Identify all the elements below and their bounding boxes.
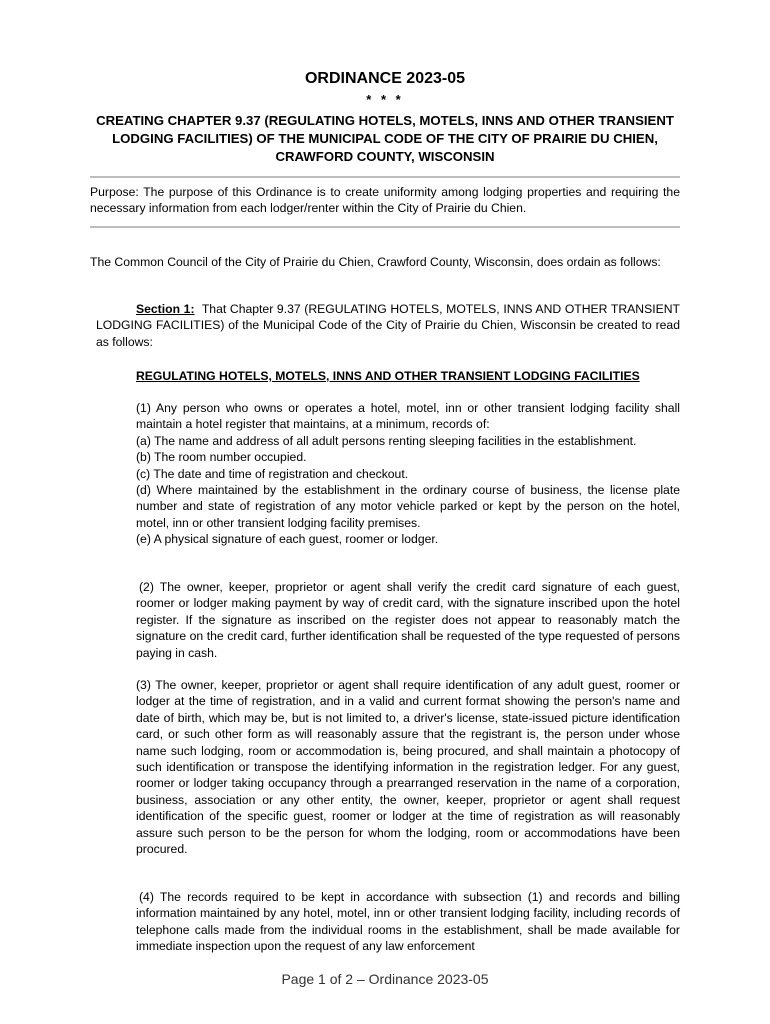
page-footer: Page 1 of 2 – Ordinance 2023-05 [281,971,489,987]
section-1-label: Section 1: [136,302,195,316]
subsection-1-item-b: (b) The room number occupied. [136,450,307,465]
subsection-1-item-e: (e) A physical signature of each guest, roomer or lodger. [136,532,439,547]
subsection-3: (3) The owner, keeper, proprietor or agent shall require identification of any adult guest, roomer or lodger at the time of registration, and in a valid and current format showing the person's name and date of birth, which may be, but is not limited to, a driver's license, state-issued picture identification card, or such other form as will reasonably assure that the registrant is, the person under whose name such lodging, room or accommodation is, being procured, and shall maintain a photocopy of such identification or transpose the identifying information in the registration ledger. For any guest, roomer or lodger taking occupancy through a prearranged reservation in the name of a corporation, business, association or any other entity, the owner, keeper, proprietor or agent shall request identification of the specific guest, roomer or lodger at the time of registration as will reasonably assure such person to be the person for whom the lodging, room or accommodations have been procured. [136,678,680,857]
title-separator-stars: * * * [366,92,404,107]
subsection-1-item-c: (c) The date and time of registration and checkout. [136,466,409,481]
subsection-1 [136,400,680,548]
ordinance-title: ORDINANCE 2023-05 [304,70,466,87]
purpose-paragraph: Purpose: The purpose of this Ordinance is to create uniformity among lodging properties and requiring the necessary information from each lodger/renter within the City of Prairie du Chien. [90,185,680,216]
subsection-1-intro: (1) Any person who owns or operates a hotel, motel, inn or other transient lodging facility shall maintain a hotel register that maintains, at a minimum, records of: [136,401,680,432]
ordinance-subtitle: CREATING CHAPTER 9.37 (REGULATING HOTELS, MOTELS, INNS AND OTHER TRANSIENT LODGING FACILITIES) OF THE MUNICIPAL CODE OF THE CITY OF PRAIRIE DU CHIEN, CRAWFORD COUNTY, WISCONSIN [96,113,674,164]
subsection-4: (4) The records required to be kept in accordance with subsection (1) and records and billing information maintained by any hotel, motel, inn or other transient lodging facility, including records of telephone calls made from the individual rooms in the establishment, shall be made available for immediate inspection upon the request of any law enforcement [136,890,680,954]
horizontal-rule-bottom [90,226,680,228]
subsection-1-item-d: (d) Where maintained by the establishment in the ordinary course of business, the license plate number and state of registration of any motor vehicle parked or kept by the person on the hotel, motel, inn or other transient lodging facility premises. [136,483,680,530]
subsection-2: (2) The owner, keeper, proprietor or agent shall verify the credit card signature of each guest, roomer or lodger making payment by way of credit card, with the signature inscribed upon the hotel register. If the signature as inscribed on the register does not appear to reasonably match the signature on the credit card, further identification shall be requested of the type requested of persons paying in cash. [136,580,680,660]
section-1-paragraph [96,301,680,350]
horizontal-rule-top [90,176,680,178]
chapter-heading: REGULATING HOTELS, MOTELS, INNS AND OTHER TRANSIENT LODGING FACILITIES [136,369,640,383]
subsection-1-item-a: (a) The name and address of all adult persons renting sleeping facilities in the establishment. [136,433,637,448]
council-paragraph: The Common Council of the City of Prairie du Chien, Crawford County, Wisconsin, does ordain as follows: [90,255,661,269]
section-1-text: That Chapter 9.37 (REGULATING HOTELS, MOTELS, INNS AND OTHER TRANSIENT LODGING FACILITIES) of the Municipal Code of the City of Prairie du Chien, Wisconsin be created to read as follows: [96,302,680,349]
